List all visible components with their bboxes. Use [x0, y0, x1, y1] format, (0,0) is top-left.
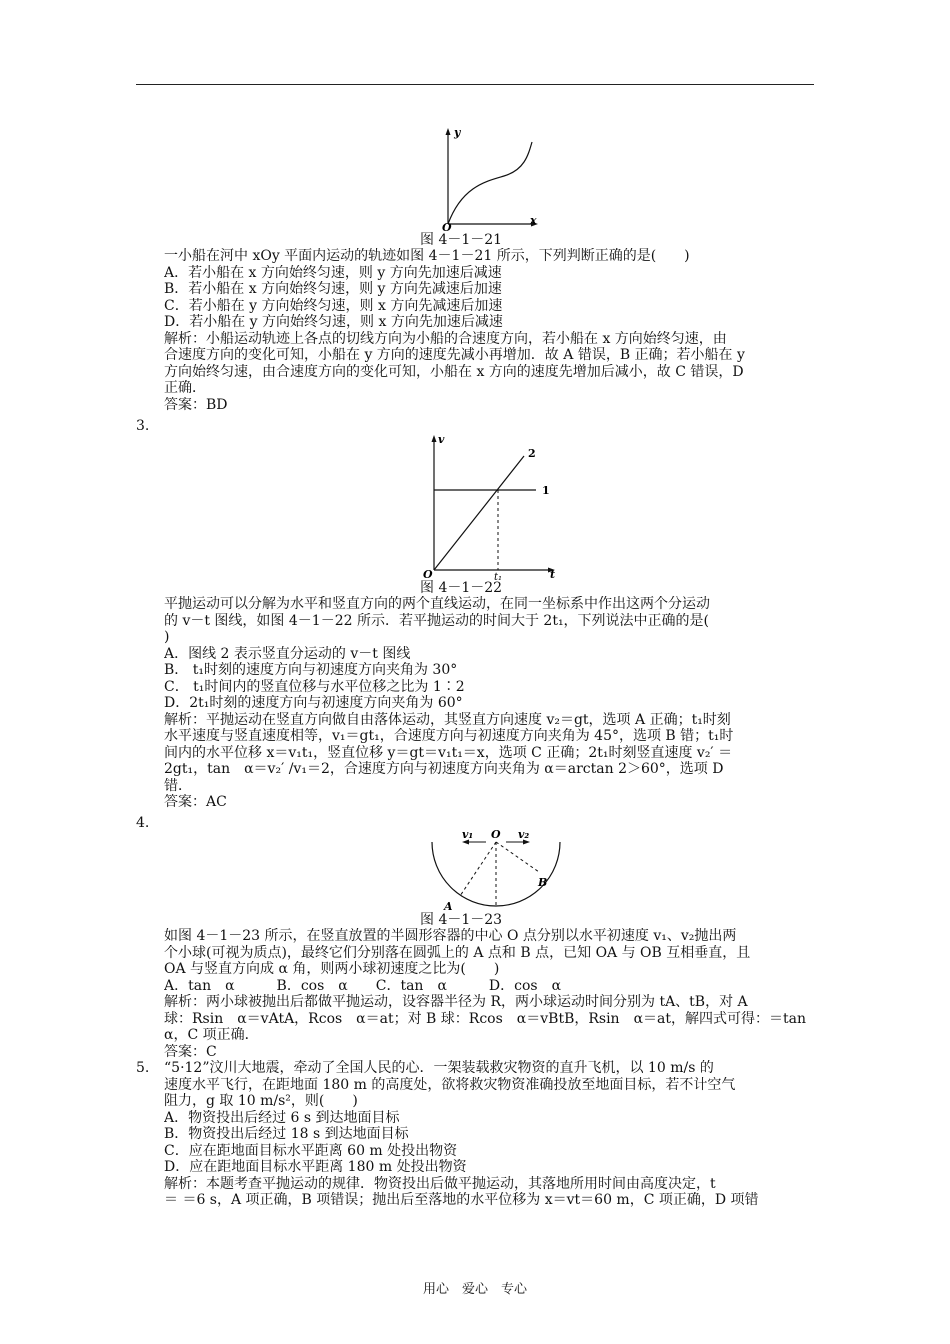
q3-option-d: D．2t₁时刻的速度方向与初速度方向夹角为 60° — [164, 695, 463, 711]
q3-option-a: A．图线 2 表示竖直分运动的 v－t 图线 — [164, 645, 411, 662]
fig21-caption: 图 4－1－21 — [420, 232, 503, 248]
q2-analysis-2: 合速度方向的变化可知，小船在 y 方向的速度先减小再增加．故 A 错误，B 正确；若小船在 y — [164, 347, 745, 363]
q2-option-c: C．若小船在 y 方向始终匀速，则 x 方向先减速后加速 — [164, 297, 503, 314]
q3-option-b: B． t₁时刻的速度方向与初速度方向夹角为 30° — [164, 662, 458, 678]
fig22-line1-label: 1 — [542, 484, 550, 497]
fig22-axis-t: t — [550, 568, 556, 580]
q2-option-d: D．若小船在 y 方向始终匀速，则 x 方向先加速后减速 — [164, 314, 503, 330]
q3-analysis-1: 解析：平抛运动在竖直方向做自由落体运动，其竖直方向速度 v₂＝gt，选项 A 正确；t₁时刻 — [164, 711, 731, 728]
q3-analysis-2: 水平速度与竖直速度相等，v₁＝gt₁，合速度方向与初速度方向夹角为 45°，选项 B 错；t₁时 — [164, 728, 734, 744]
q5-stem-1: “5·12”汶川大地震，牵动了全国人民的心．一架装载救灾物资的直升飞机，以 10 m/s 的 — [164, 1060, 714, 1076]
q3-stem-3: ) — [164, 629, 170, 645]
q5-number: 5. — [136, 1060, 150, 1076]
fig23-b-label: B — [538, 876, 548, 889]
q4-analysis-1: 解析：两小球被抛出后都做平抛运动，设容器半径为 R，两小球运动时间分别为 tA、tB，对 A — [164, 994, 748, 1010]
q5-option-b: B．物资投出后经过 18 s 到达地面目标 — [164, 1126, 409, 1142]
q4-number: 4. — [136, 815, 150, 831]
q3-stem-1: 平抛运动可以分解为水平和竖直方向的两个直线运动，在同一坐标系中作出这两个分运动 — [164, 596, 710, 612]
q5-stem-3: 阻力，g 取 10 m/s²，则( ) — [164, 1093, 358, 1109]
q4-answer: 答案：C — [164, 1043, 217, 1060]
figure-4-1-21-trajectory — [432, 126, 544, 232]
question-2 — [164, 248, 814, 413]
question-3 — [164, 596, 814, 811]
fig22-caption: 图 4－1－22 — [420, 580, 503, 596]
fig23-o-label: O — [491, 828, 501, 841]
figure-4-1-22-vt-graph — [418, 430, 568, 580]
question-5 — [164, 1060, 814, 1209]
q4-stem-1: 如图 4－1－23 所示，在竖直放置的半圆形容器的中心 O 点分别以水平初速度 v₁、v₂抛出两 — [164, 928, 737, 944]
q5-option-a: A．物资投出后经过 6 s 到达地面目标 — [164, 1109, 400, 1126]
q2-analysis-1: 解析：小船运动轨迹上各点的切线方向为小船的合速度方向，若小船在 x 方向始终匀速，由 — [164, 330, 727, 347]
fig23-caption: 图 4－1－23 — [420, 912, 503, 928]
q3-number: 3. — [136, 418, 150, 434]
q2-option-b: B．若小船在 x 方向始终匀速，则 y 方向先减速后加速 — [164, 281, 502, 297]
q2-stem: 一小船在河中 xOy 平面内运动的轨迹如图 4－1－21 所示，下列判断正确的是( ) — [164, 248, 690, 264]
fig23-v2-label: v₂ — [518, 828, 530, 841]
fig22-origin: O — [423, 568, 433, 580]
q3-analysis-4: 2gt₁，tan α＝v₂′ /v₁＝2，合速度方向与初速度方向夹角为 α＝arctan 2＞60°，选项 D — [164, 761, 724, 777]
q3-answer: 答案：AC — [164, 794, 227, 810]
q5-stem-2: 速度水平飞行，在距地面 180 m 的高度处，欲将救灾物资准确投放至地面目标，若不计空气 — [164, 1076, 736, 1093]
fig22-line2-label: 2 — [528, 447, 536, 460]
fig22-t1-label: t₁ — [494, 572, 503, 580]
q4-stem-3: OA 与竖直方向成 α 角，则两小球初速度之比为( ) — [164, 961, 500, 977]
fig22-axis-v: v — [438, 433, 445, 446]
q5-analysis-2: ＝ ＝6 s，A 项正确，B 项错误；抛出后至落地的水平位移为 x＝vt＝60 m，C 项正确，D 项错 — [164, 1192, 759, 1208]
q4-stem-2: 个小球(可视为质点)，最终它们分别落在圆弧上的 A 点和 B 点，已知 OA 与 OB 互相垂直，且 — [164, 944, 751, 961]
q5-option-c: C．应在距地面目标水平距离 60 m 处投出物资 — [164, 1142, 458, 1159]
fig21-axis-y: y — [454, 126, 461, 139]
q3-option-c: C． t₁时间内的竖直位移与水平位移之比为 1∶2 — [164, 678, 465, 695]
header-rule — [136, 84, 814, 85]
q2-analysis-4: 正确． — [164, 380, 206, 396]
figure-4-1-23-semicircle — [426, 826, 566, 914]
q3-stem-2: 的 v－t 图线，如图 4－1－22 所示．若平抛运动的时间大于 2t₁，下列说法中正确的是( — [164, 612, 710, 629]
q2-answer: 答案：BD — [164, 396, 228, 413]
fig21-axis-x: x — [530, 214, 537, 227]
q4-analysis-2: 球：Rsin α＝vAtA，Rcos α＝at；对 B 球：Rcos α＝vBtB，Rsin α＝at，解四式可得：＝tan — [164, 1010, 806, 1027]
fig23-v1-label: v₁ — [462, 828, 474, 841]
page-footer: 用心 爱心 专心 — [422, 1282, 527, 1297]
q5-analysis-1: 解析：本题考查平抛运动的规律．物资投出后做平抛运动，其落地所用时间由高度决定，t — [164, 1175, 716, 1192]
q4-analysis-3: α，C 项正确． — [164, 1027, 259, 1043]
q3-analysis-5: 错． — [164, 777, 192, 794]
q2-analysis-3: 方向始终匀速，由合速度方向的变化可知，小船在 x 方向的速度先增加后减小，故 C 错误，D — [164, 363, 744, 380]
q5-option-d: D．应在距地面目标水平距离 180 m 处投出物资 — [164, 1159, 467, 1175]
q2-option-a: A．若小船在 x 方向始终匀速，则 y 方向先加速后减速 — [164, 264, 502, 281]
fig21-origin: O — [442, 221, 452, 232]
question-4 — [164, 928, 814, 1060]
q4-options: A．tan α B．cos α C．tan α D．cos α — [164, 977, 562, 994]
q3-analysis-3: 间内的水平位移 x＝v₁t₁，竖直位移 y＝gt＝v₁t₁＝x，选项 C 正确；2t₁时刻竖直速度 v₂′ ＝ — [164, 744, 733, 761]
fig23-a-label: A — [444, 900, 453, 913]
